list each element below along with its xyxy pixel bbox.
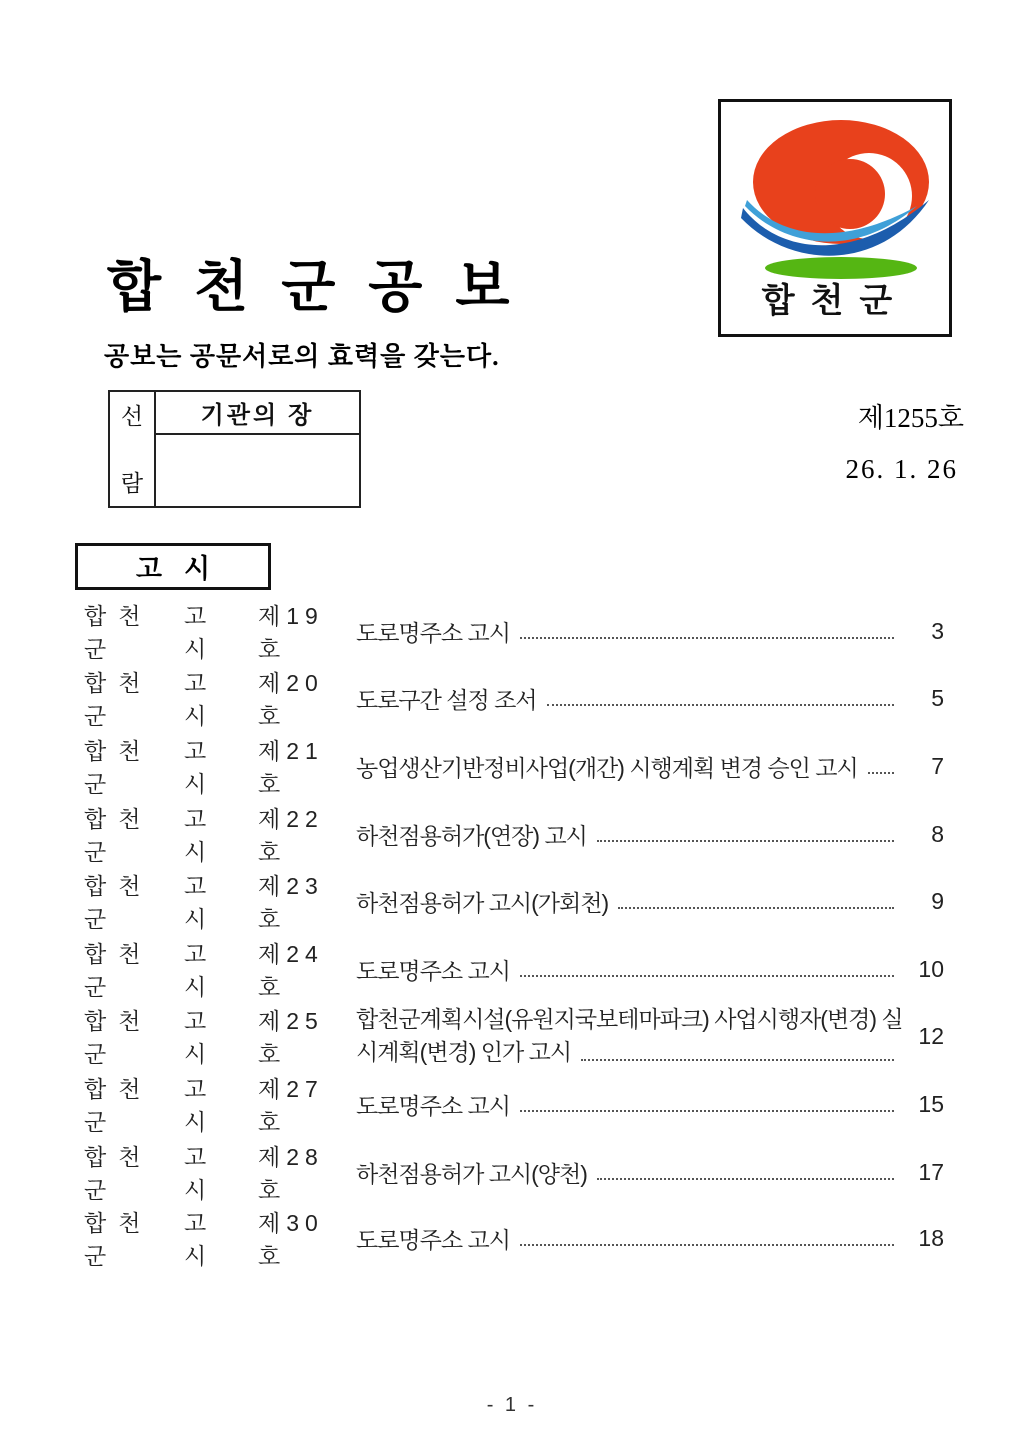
toc-type: 고시: [184, 1144, 219, 1203]
dot-leader: [618, 907, 894, 909]
toc-title-area: [356, 615, 904, 648]
toc-title-line: [356, 1036, 904, 1069]
toc-org: 합천군: [84, 1144, 153, 1203]
toc-org: 합천군: [84, 1008, 153, 1067]
toc-page-number: 18: [918, 1224, 944, 1251]
toc-type: 고시: [184, 1210, 219, 1269]
dot-leader: [520, 1244, 894, 1246]
toc-row: [84, 941, 944, 1000]
hapcheon-logo-graphic: [721, 102, 949, 334]
toc-org: 합천군: [84, 806, 153, 865]
toc-title-area: [356, 1088, 904, 1121]
dot-leader: [868, 772, 894, 774]
toc-type: 고시: [184, 738, 219, 797]
toc-title: 하천점용허가 고시(가회천): [356, 889, 609, 916]
toc-page-number: 5: [931, 684, 944, 711]
stamp-header-cell: 기관의 장: [156, 392, 359, 435]
toc-title-line: [356, 1003, 904, 1036]
toc-row: [84, 603, 944, 662]
toc-title-area: [356, 1222, 904, 1255]
toc-org: 합천군: [84, 941, 153, 1000]
page-subtitle: 공보는 공문서로의 효력을 갖는다.: [104, 342, 500, 371]
toc-title-area: [356, 885, 904, 918]
toc-row: [84, 873, 944, 932]
issue-number: 제1255호: [857, 403, 964, 433]
toc-notice-number: 제23호: [258, 873, 324, 932]
toc-org: 합천군: [84, 670, 153, 729]
toc-org: 합천군: [84, 873, 153, 932]
toc-notice-number: 제19호: [258, 603, 324, 662]
toc-type: 고시: [184, 806, 219, 865]
toc-title: 하천점용허가 고시(양천): [356, 1160, 587, 1187]
toc-title: 도로명주소 고시: [356, 1092, 510, 1119]
toc-title: 시계획(변경) 인가 고시: [356, 1039, 572, 1065]
dot-leader: [520, 1110, 894, 1112]
toc-page-number: 8: [931, 820, 944, 847]
toc-notice-number: 제22호: [258, 806, 324, 865]
toc-type: 고시: [184, 670, 219, 729]
toc-type: 고시: [184, 873, 219, 932]
stamp-signature-cell: [156, 435, 359, 506]
toc-title-area: [356, 1003, 904, 1069]
toc-title: 도로명주소 고시: [356, 619, 510, 646]
toc-notice-number: 제30호: [258, 1210, 324, 1269]
toc-page-number: 7: [931, 752, 944, 779]
toc-notice-number: 제21호: [258, 738, 324, 797]
toc-row: [84, 1210, 944, 1269]
toc-notice-number: 제20호: [258, 670, 324, 729]
toc-notice-number: 제25호: [258, 1008, 324, 1067]
toc-row: [84, 806, 944, 865]
toc-notice-number: 제24호: [258, 941, 324, 1000]
toc-notice-number: 제27호: [258, 1076, 324, 1135]
toc-row: [84, 1003, 944, 1069]
toc-row: [84, 738, 944, 797]
toc-type: 고시: [184, 603, 219, 662]
stamp-label-bottom: 람: [120, 471, 144, 496]
logo-green-ellipse-icon: [765, 257, 917, 279]
toc-org: 합천군: [84, 738, 153, 797]
stamp-label-top: 선: [120, 404, 144, 429]
toc-row: [84, 1076, 944, 1135]
page-title: 합천군공보: [107, 255, 543, 318]
stamp-right-column: [156, 392, 359, 506]
toc-title: 하천점용허가(연장) 고시: [356, 822, 587, 849]
toc-type: 고시: [184, 1076, 219, 1135]
logo-caption: 합천군: [761, 282, 909, 320]
section-heading-gosi: 고시: [75, 543, 271, 590]
dot-leader: [597, 840, 894, 842]
hapcheon-county-logo: [718, 99, 952, 337]
toc-title-area: [356, 1156, 904, 1189]
toc-page-number: 12: [918, 1022, 944, 1049]
toc-type: 고시: [184, 941, 219, 1000]
toc-title: 도로명주소 고시: [356, 1226, 510, 1253]
page-number-footer: - 1 -: [486, 1394, 538, 1416]
toc-page-number: 17: [918, 1158, 944, 1185]
toc-page-number: 3: [931, 617, 944, 644]
toc-title-area: [356, 953, 904, 986]
dot-leader: [547, 704, 894, 706]
toc-title-area: [356, 682, 904, 715]
toc-title: 도로명주소 고시: [356, 957, 510, 984]
dot-leader: [597, 1178, 894, 1180]
toc-notice-number: 제28호: [258, 1144, 324, 1203]
toc-title: 합천군계획시설(유원지국보테마파크) 사업시행자(변경) 실: [356, 1006, 903, 1032]
toc-title: 도로구간 설정 조서: [356, 686, 537, 713]
toc-page-number: 15: [918, 1090, 944, 1117]
toc-title: 농업생산기반정비사업(개간) 시행계획 변경 승인 고시: [356, 754, 858, 781]
toc-title-area: [356, 818, 904, 851]
toc-org: 합천군: [84, 1210, 153, 1269]
toc-title-area: [356, 750, 904, 783]
toc-row: [84, 670, 944, 729]
toc-page-number: 10: [918, 955, 944, 982]
issue-date: 26. 1. 26: [845, 454, 958, 484]
dot-leader: [520, 975, 894, 977]
dot-leader: [581, 1059, 894, 1061]
toc-page-number: 9: [931, 887, 944, 914]
toc-org: 합천군: [84, 1076, 153, 1135]
toc-row: [84, 1144, 944, 1203]
toc-org: 합천군: [84, 603, 153, 662]
review-stamp-table: [108, 390, 361, 508]
dot-leader: [520, 637, 894, 639]
stamp-left-column: [110, 392, 156, 506]
toc-type: 고시: [184, 1008, 219, 1067]
